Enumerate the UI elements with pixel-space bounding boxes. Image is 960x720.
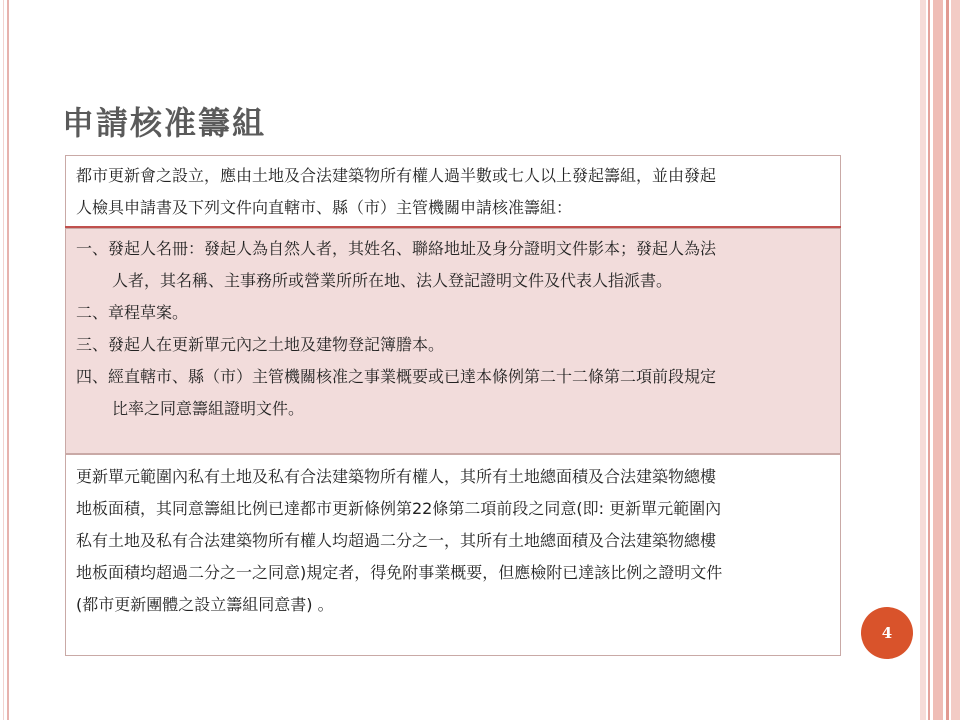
note-line-4: 地板面積均超過二分之一之同意)規定者，得免附事業概要，但應檢附已達該比例之證明文件 xyxy=(76,563,723,582)
slide-title: 申請核准籌組 xyxy=(62,104,267,142)
requirement-1-line-1: 一、發起人名冊：發起人為自然人者，其姓名、聯絡地址及身分證明文件影本；發起人為法 xyxy=(76,239,717,258)
decorative-stripes xyxy=(920,0,960,720)
note-panel xyxy=(65,454,841,656)
note-line-5: (都市更新團體之設立籌組同意書) 。 xyxy=(76,595,334,614)
requirement-1-line-2: 人者，其名稱、主事務所或營業所所在地、法人登記證明文件及代表人指派書。 xyxy=(112,271,673,290)
requirements-panel xyxy=(65,228,841,454)
note-line-2: 地板面積，其同意籌組比例已達都市更新條例第22條第二項前段之同意(即: 更新單元範圍內 xyxy=(76,499,722,518)
page-number-badge: 4 xyxy=(861,607,913,659)
requirement-4-line-1: 四、經直轄市、縣（市）主管機關核准之事業概要或已達本條例第二十二條第二項前段規定 xyxy=(76,367,717,386)
intro-line-1: 都市更新會之設立，應由土地及合法建築物所有權人過半數或七人以上發起籌組，並由發起 xyxy=(76,166,717,185)
intro-panel xyxy=(65,155,841,227)
intro-line-2: 人檢具申請書及下列文件向直轄市、縣（市）主管機關申請核准籌組： xyxy=(76,198,573,217)
requirement-4-line-2: 比率之同意籌組證明文件。 xyxy=(112,399,305,418)
frame-line-inner xyxy=(3,0,4,720)
requirement-3: 三、發起人在更新單元內之土地及建物登記簿謄本。 xyxy=(76,335,445,354)
note-line-3: 私有土地及私有合法建築物所有權人均超過二分之一，其所有土地總面積及合法建築物總樓 xyxy=(76,531,717,550)
requirement-2: 二、章程草案。 xyxy=(76,303,189,322)
note-line-1: 更新單元範圍內私有土地及私有合法建築物所有權人，其所有土地總面積及合法建築物總樓 xyxy=(76,467,717,486)
frame-line-left xyxy=(7,0,9,720)
